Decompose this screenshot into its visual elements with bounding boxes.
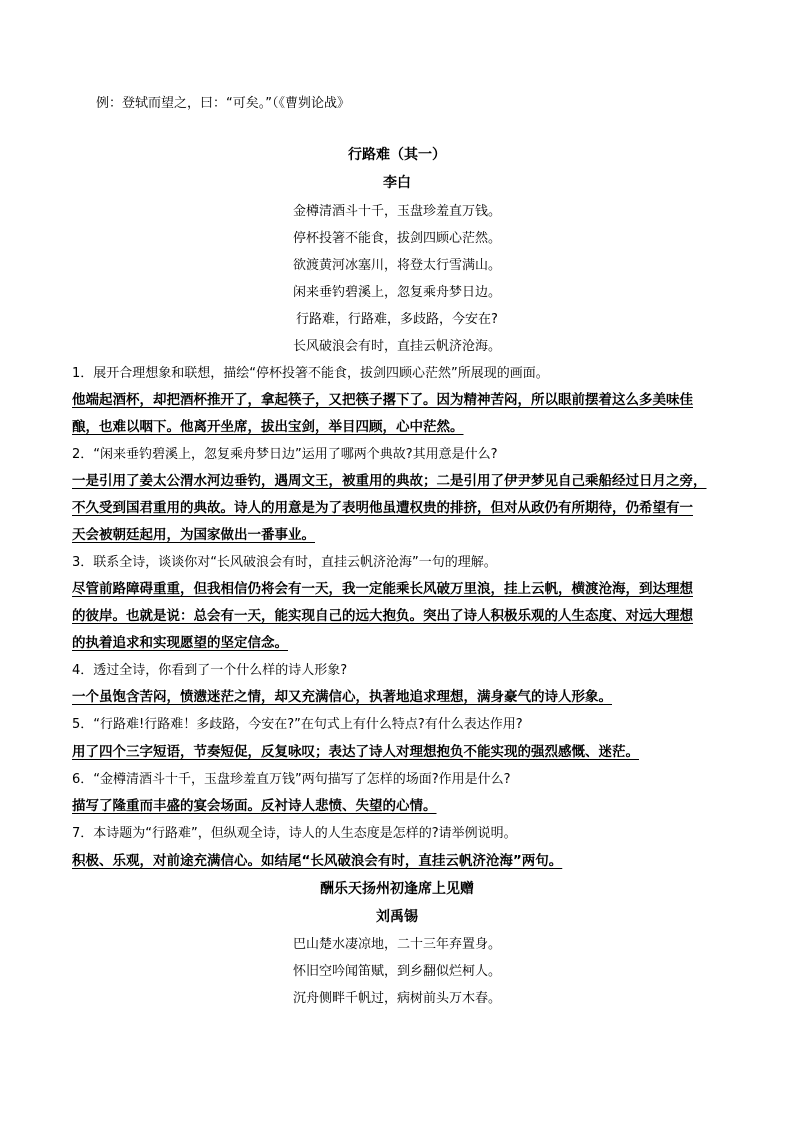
poem1-line: 行路难，行路难，多歧路，今安在? (296, 312, 498, 327)
poem2-author: 刘禹锡 (376, 909, 418, 925)
poem1-line: 欲渡黄河冰塞川，将登太行雪满山。 (292, 258, 501, 273)
answer-2-line: 不久受到国君重用的典故。诗人的用意是为了表明他虽遭权贵的排挤，但对从政仍有所期待，仍希望有一 (72, 500, 693, 516)
poem2-line: 怀旧空吟闻笛赋，到乡翻似烂柯人。 (292, 964, 501, 979)
question-6: 6．“金樽清酒斗十千，玉盘珍羞直万钱”两句描写了怎样的场面?作用是什么? (72, 772, 511, 787)
answer-6-line: 描写了隆重而丰盛的宴会场面。反衬诗人悲愤、失望的心情。 (72, 798, 437, 814)
answer-3-line: 的执着追求和实现愿望的坚定信念。 (72, 635, 288, 651)
question-4: 4．透过全诗，你看到了一个什么样的诗人形象? (72, 663, 348, 678)
poem1-title: 行路难（其一） (348, 147, 446, 163)
answer-1-line: 酿，也难以咽下。他离开坐席，拔出宝剑，举目四顾，心中茫然。 (72, 419, 464, 435)
answer-4-line: 一个虽饱含苦闷，愤懑迷茫之情，却又充满信心，执著地追求理想，满身豪气的诗人形象。 (72, 689, 612, 705)
poem1-line: 停杯投箸不能食，拔剑四顾心茫然。 (292, 231, 501, 246)
answer-2-line: 一是引用了姜太公渭水河边垂钓，遇周文王，被重用的典故；二是引用了伊尹梦见自己乘船经过日月之旁， (72, 473, 707, 489)
answer-3-line: 尽管前路障碍重重，但我相信仍将会有一天，我一定能乘长风破万里浪，挂上云帆，横渡沧海，到达理想 (72, 581, 693, 597)
poem2-line: 巴山楚水凄凉地，二十三年弃置身。 (292, 937, 501, 952)
question-3: 3．联系全诗，谈谈你对“长风破浪会有时，直挂云帆济沧海”一句的理解。 (72, 555, 497, 570)
answer-1-line: 他端起酒杯，却把酒杯推开了，拿起筷子，又把筷子撂下了。因为精神苦闷，所以眼前摆着这么多美味佳 (72, 392, 693, 408)
poem2-line: 沉舟侧畔千帆过，病树前头万木春。 (292, 991, 501, 1006)
example-sentence: 例：登轼而望之，曰：“可矣。”（《曹刿论战》 (96, 96, 350, 111)
answer-3-line: 的彼岸。也就是说：总会有一天，能实现自己的远大抱负。突出了诗人积极乐观的人生态度、对远大理想 (72, 608, 693, 624)
poem1-author: 李白 (383, 175, 411, 191)
poem1-line: 长风破浪会有时，直挂云帆济沧海。 (292, 339, 501, 354)
answer-5-line: 用了四个三字短语，节奏短促，反复咏叹；表达了诗人对理想抱负不能实现的强烈感慨、迷茫。 (72, 744, 639, 760)
question-5: 5．“行路难!行路难！多歧路，今安在?”在句式上有什么特点?有什么表达作用? (72, 717, 523, 732)
answer-7-line: 积极、乐观，对前途充满信心。如结尾“长风破浪会有时，直挂云帆济沧海”两句。 (72, 853, 563, 869)
question-2: 2．“闲来垂钓碧溪上，忽复乘舟梦日边”运用了哪两个典故?其用意是什么? (72, 447, 498, 462)
question-7: 7．本诗题为“行路难”，但纵观全诗，诗人的人生态度是怎样的?请举例说明。 (72, 826, 517, 841)
poem1-line: 闲来垂钓碧溪上，忽复乘舟梦日边。 (292, 285, 501, 300)
poem1-line: 金樽清酒斗十千，玉盘珍羞直万钱。 (292, 204, 501, 219)
answer-2-line: 天会被朝廷起用，为国家做出一番事业。 (72, 527, 315, 543)
poem2-title: 酬乐天扬州初逢席上见赠 (320, 881, 474, 897)
question-1: 1．展开合理想象和联想，描绘“停杯投箸不能食，拔剑四顾心茫然”所展现的画面。 (72, 366, 549, 381)
